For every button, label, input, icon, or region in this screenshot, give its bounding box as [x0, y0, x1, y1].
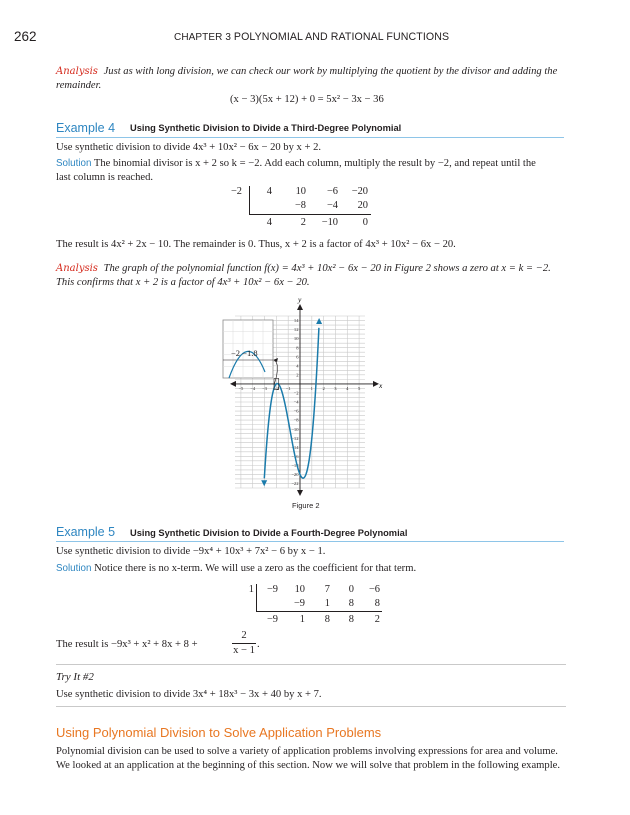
- section-paragraph-line1: Polynomial division can be used to solve a variety of application problems involving expressions for area and volume.: [56, 746, 558, 757]
- synthetic-cell: 8: [324, 614, 330, 625]
- synthetic-cell: 4: [266, 217, 272, 228]
- y-tick-label: 6: [296, 354, 299, 360]
- synthetic-division-1: [220, 186, 380, 232]
- synthetic-cell: 0: [362, 217, 368, 228]
- y-tick-label: −20: [291, 472, 299, 478]
- analysis-text-line1: The graph of the polynomial function f(x) = 4x³ + 10x² − 6x − 20 in Figure 2 shows a zero at x = k = −2.: [103, 263, 551, 274]
- synthetic-cell: −8: [294, 200, 306, 211]
- example-4-rule: [56, 137, 564, 138]
- synthetic-cell: −4: [326, 200, 338, 211]
- x-axis-arrow-icon: [230, 381, 236, 387]
- y-tick-label: −4: [293, 399, 299, 405]
- synthetic-cell: 8: [348, 598, 354, 609]
- example-4-label: Example 4: [56, 121, 116, 135]
- synthetic-cell: 1: [299, 614, 305, 625]
- x-tick-label: 1: [310, 385, 313, 391]
- y-tick-label: −22: [291, 481, 299, 487]
- synthetic-cell: 7: [324, 584, 330, 595]
- x-tick-label: −4: [250, 385, 256, 391]
- fraction-denominator: x − 1: [233, 645, 255, 656]
- analysis-text-line1: Just as with long division, we can check our work by multiplying the quotient by the divisor and adding the: [103, 66, 558, 77]
- y-tick-label: −10: [291, 426, 299, 432]
- synthetic-cell: 8: [348, 614, 354, 625]
- inset-connector: [274, 360, 278, 385]
- y-tick-label: −6: [293, 408, 299, 414]
- y-tick-label: −8: [293, 417, 299, 423]
- fraction-bar: [232, 643, 256, 644]
- synthetic-cell: 2: [300, 217, 306, 228]
- synthetic-cell: −6: [326, 186, 338, 197]
- synthetic-cell: −10: [321, 217, 338, 228]
- analysis-text-line2: remainder.: [56, 80, 102, 91]
- synthetic-cell: 4: [266, 186, 272, 197]
- analysis-paragraph-2: [56, 262, 586, 290]
- example-4-result: The result is 4x² + 2x − 10. The remainder is 0. Thus, x + 2 is a factor of 4x³ + 10x² − 6x − 20.: [56, 239, 456, 250]
- synthetic-cell: 10: [294, 584, 305, 595]
- y-tick-label: 4: [296, 363, 299, 369]
- y-axis-label: y: [298, 296, 302, 304]
- y-tick-label: −16: [291, 453, 299, 459]
- y-tick-label: −12: [291, 435, 299, 441]
- synthetic-cell: −6: [368, 584, 380, 595]
- y-tick-label: −2: [293, 390, 299, 396]
- section-heading: Using Polynomial Division to Solve Application Problems: [56, 725, 382, 740]
- x-tick-label: 4: [346, 385, 349, 391]
- x-tick-label: 3: [334, 385, 337, 391]
- y-axis-arrow-icon: [297, 304, 303, 310]
- chapter-number: CHAPTER 3: [174, 32, 232, 43]
- example-4-prompt: Use synthetic division to divide 4x³ + 10x² − 6x − 20 by x + 2.: [56, 142, 322, 153]
- synthetic-cell: 1: [324, 598, 330, 609]
- x-tick-label: 2: [322, 385, 325, 391]
- inset-label: −2 −1.8: [231, 348, 258, 358]
- example-5-solution: [56, 562, 416, 576]
- synthetic-cell: 2: [374, 614, 380, 625]
- synthetic-divider-horizontal: [249, 214, 371, 215]
- synthetic-divider-horizontal: [256, 611, 382, 612]
- x-tick-label: −2: [273, 385, 279, 391]
- synthetic-divider-vertical: [249, 186, 250, 214]
- example-5-prompt: Use synthetic division to divide −9x⁴ + 10x³ + 7x² − 6 by x − 1.: [56, 546, 326, 557]
- section-paragraph-line2: We looked at an application at the beginning of this section. Now we will solve that problem in the following example.: [56, 760, 560, 771]
- synthetic-cell: −9: [266, 614, 278, 625]
- synthetic-cell: 0: [348, 584, 354, 595]
- example-5-title: Using Synthetic Division to Divide a Fourth-Degree Polynomial: [130, 528, 408, 538]
- solution-text-line1: The binomial divisor is x + 2 so k = −2. Add each column, multiply the result by −2, and repeat until the: [93, 158, 536, 169]
- running-header: [174, 31, 449, 43]
- result-suffix: .: [257, 639, 260, 650]
- analysis-paragraph-1: [56, 65, 576, 93]
- solution-text-line2: last column is reached.: [56, 172, 154, 183]
- y-tick-label: −14: [291, 444, 299, 450]
- y-tick-label: 14: [293, 318, 299, 324]
- example-5-label: Example 5: [56, 525, 116, 539]
- chapter-title: POLYNOMIAL AND RATIONAL FUNCTIONS: [233, 31, 450, 43]
- result-prefix: The result is −9x³ + x² + 8x + 8 +: [56, 639, 198, 650]
- y-tick-label: 12: [293, 327, 299, 333]
- synthetic-cell: 8: [374, 598, 380, 609]
- curve-arrow-icon: [316, 318, 322, 324]
- x-tick-label: −5: [238, 385, 244, 391]
- x-axis-label: x: [379, 380, 383, 390]
- page-number: 262: [14, 29, 37, 44]
- y-tick-label: 10: [293, 336, 299, 342]
- x-tick-label: 5: [357, 385, 361, 391]
- tryit-text: Use synthetic division to divide 3x⁴ + 18x³ − 3x + 40 by x + 7.: [56, 689, 322, 700]
- check-equation: (x − 3)(5x + 12) + 0 = 5x² − 3x − 36: [230, 94, 384, 105]
- synthetic-cell: 20: [357, 200, 368, 211]
- synthetic-cell: 10: [295, 186, 306, 197]
- synthetic-cell: −20: [351, 186, 368, 197]
- y-axis-arrow-icon: [297, 490, 303, 496]
- synthetic-cell: −9: [293, 598, 305, 609]
- analysis-text-line2: This confirms that x + 2 is a factor of 4x³ + 10x² − 6x − 20.: [56, 277, 310, 288]
- synthetic-division-2: [240, 584, 400, 628]
- example-4-title: Using Synthetic Division to Divide a Third-Degree Polynomial: [130, 123, 402, 133]
- result-fraction: [232, 630, 256, 657]
- solution-label: Solution: [56, 563, 92, 574]
- synthetic-k: −2: [230, 186, 242, 197]
- y-tick-label: 2: [296, 372, 299, 378]
- y-tick-label: 8: [296, 345, 299, 351]
- tryit-bottom-rule: [56, 706, 566, 707]
- analysis-label: Analysis: [56, 66, 98, 77]
- example-5-rule: [56, 541, 564, 542]
- figure-2-graph: [205, 296, 395, 502]
- solution-text: Notice there is no x-term. We will use a zero as the coefficient for that term.: [94, 563, 417, 574]
- x-tick-label: −3: [262, 385, 267, 391]
- solution-label: Solution: [56, 158, 92, 169]
- section-paragraph: [56, 745, 586, 773]
- tryit-top-rule: [56, 664, 566, 665]
- example-4-solution: [56, 157, 576, 185]
- fraction-numerator: 2: [241, 630, 247, 641]
- synthetic-k: 1: [248, 584, 254, 595]
- y-tick-label: −18: [291, 462, 299, 468]
- tryit-label: Try It #2: [56, 671, 94, 683]
- synthetic-cell: −9: [266, 584, 278, 595]
- synthetic-divider-vertical: [256, 584, 257, 611]
- x-tick-label: −1: [285, 385, 291, 391]
- analysis-label: Analysis: [56, 263, 98, 274]
- figure-2-caption: Figure 2: [292, 501, 320, 510]
